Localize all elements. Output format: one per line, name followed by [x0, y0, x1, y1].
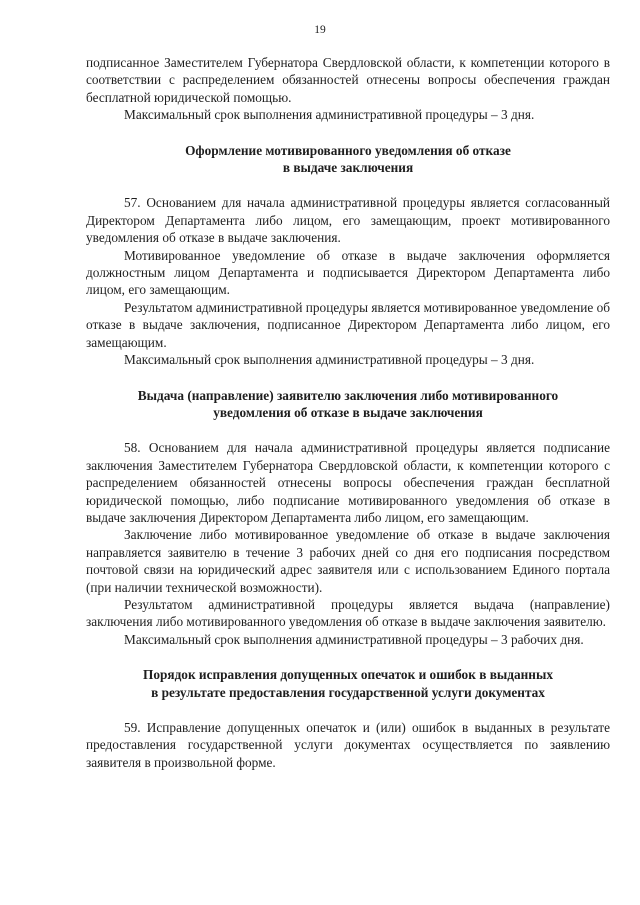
paragraph-max-term-2: Максимальный срок выполнения административной процедуры – 3 дня.	[124, 352, 535, 368]
paragraph-max-term-1: Максимальный срок выполнения административной процедуры – 3 дня.	[124, 107, 535, 123]
paragraph-delivery-result: Результатом административной процедуры является выдача (направление) заключения либо мотивированного уведомления об отказе в выдаче заключения заявителю.	[86, 596, 610, 630]
heading-line: в результате предоставления государственной услуги документах	[151, 684, 545, 700]
page-number: 19	[314, 24, 326, 36]
section-heading-refusal	[86, 142, 610, 177]
heading-line: Порядок исправления допущенных опечаток и ошибок в выданных	[142, 667, 553, 683]
section-heading-delivery	[86, 387, 610, 422]
paragraph-57-text: 57. Основанием для начала административной процедуры является согласованный Директором Департамента либо лицом, его замещающим, проект мотивированного уведомления об отказе в выдаче заключения.	[86, 195, 610, 246]
section-heading-corrections	[86, 666, 610, 701]
heading-line: в выдаче заключения	[282, 160, 414, 176]
paragraph-58: 58. Основанием для начала административной процедуры является подписание заключения Заместителем Губернатора Свердловской области, к компетенции которого с распределением обязанностей отнесены вопросы обеспечения граждан бесплатной юридической помощью, либо подписание мотивированного уведомления об отказе в выдаче заключения Директором Департамента либо лицом, его замещающим.	[86, 440, 610, 525]
paragraph-refusal-result: Результатом административной процедуры является мотивированное уведомление об отказе в выдаче заключения, подписанное Директором Департамента либо лицом, его замещающим.	[86, 299, 610, 350]
paragraph-57	[86, 194, 610, 246]
document-body	[86, 54, 610, 771]
paragraph-59: 59. Исправление допущенных опечаток и (или) ошибок в выданных в результате предоставления государственной услуги документах осуществляется по заявлению заявителя в произвольной форме.	[86, 720, 610, 770]
heading-line: уведомления об отказе в выдаче заключения	[213, 404, 483, 420]
paragraph-continuation: подписанное Заместителем Губернатора Свердловской области, к компетенции которого в соответствии с распределением обязанностей отнесены вопросы обеспечения граждан бесплатной юридической помощью.	[86, 55, 610, 105]
paragraph-delivery-method: Заключение либо мотивированное уведомление об отказе в выдаче заключения направляется заявителю в течение 3 рабочих дней со дня его подписания посредством почтовой связи на юридический адрес заявителя или с использованием Единого портала (при наличии технической возможности).	[86, 527, 610, 595]
paragraph-refusal-drafting: Мотивированное уведомление об отказе в выдаче заключения оформляется должностным лицом Департамента и подписывается Директором Департамента либо лицом, его замещающим.	[86, 247, 610, 298]
paragraph-max-term-3: Максимальный срок выполнения административной процедуры – 3 рабочих дня.	[124, 631, 584, 647]
heading-line: Выдача (направление) заявителю заключения либо мотивированного	[137, 387, 559, 403]
heading-line: Оформление мотивированного уведомления об отказе	[185, 142, 511, 158]
